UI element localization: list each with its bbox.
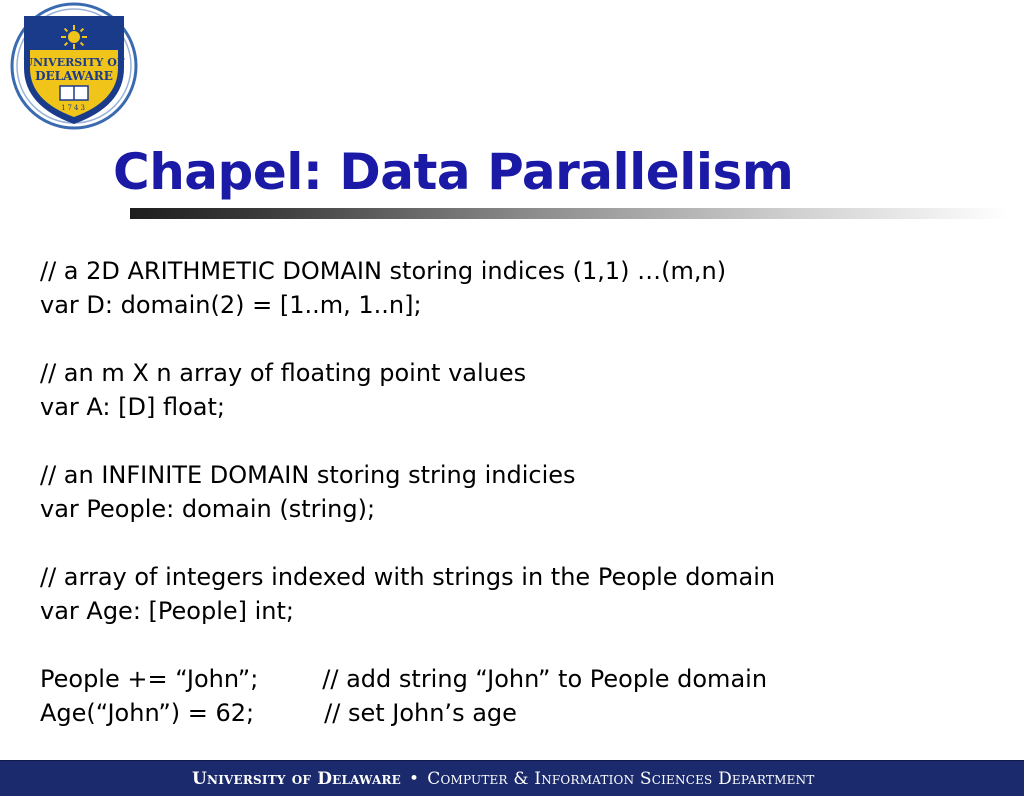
footer-bar (0, 760, 1024, 796)
code-line (40, 662, 1000, 696)
code-line: // an m X n array of floating point values (40, 359, 527, 387)
title-underline (130, 208, 1010, 219)
code-line: var Age: [People] int; (40, 597, 295, 625)
code-line: var People: domain (string); (40, 495, 376, 523)
code-comment: // add string “John” to People domain (322, 665, 768, 693)
code-comment: // set John’s age (324, 699, 517, 727)
blank-line (40, 526, 1000, 560)
svg-text:UNIVERSITY OF: UNIVERSITY OF (23, 56, 125, 69)
footer-text (192, 769, 814, 789)
code-line: // a 2D ARITHMETIC DOMAIN storing indices (1,1) …(m,n) (40, 257, 727, 285)
university-of-delaware-seal-icon (2, 2, 148, 132)
blank-line (40, 628, 1000, 662)
page-title: Chapel: Data Parallelism (113, 143, 794, 201)
blank-line (40, 322, 1000, 356)
code-line: var D: domain(2) = [1..m, 1..n]; (40, 291, 422, 319)
code-statement: Age(“John”) = 62; (40, 699, 255, 727)
code-line: var A: [D] float; (40, 393, 225, 421)
code-line: // an INFINITE DOMAIN storing string indicies (40, 461, 576, 489)
svg-text:1743: 1743 (61, 104, 87, 112)
footer-department: Computer & Information Sciences Department (427, 769, 815, 789)
code-line (40, 696, 1000, 730)
footer-separator: • (409, 769, 420, 789)
code-line: // array of integers indexed with strings in the People domain (40, 563, 776, 591)
blank-line (40, 424, 1000, 458)
footer-university: University of Delaware (192, 769, 401, 789)
code-block (40, 254, 1000, 730)
svg-text:DELAWARE: DELAWARE (35, 69, 113, 83)
code-statement: People += “John”; (40, 665, 259, 693)
